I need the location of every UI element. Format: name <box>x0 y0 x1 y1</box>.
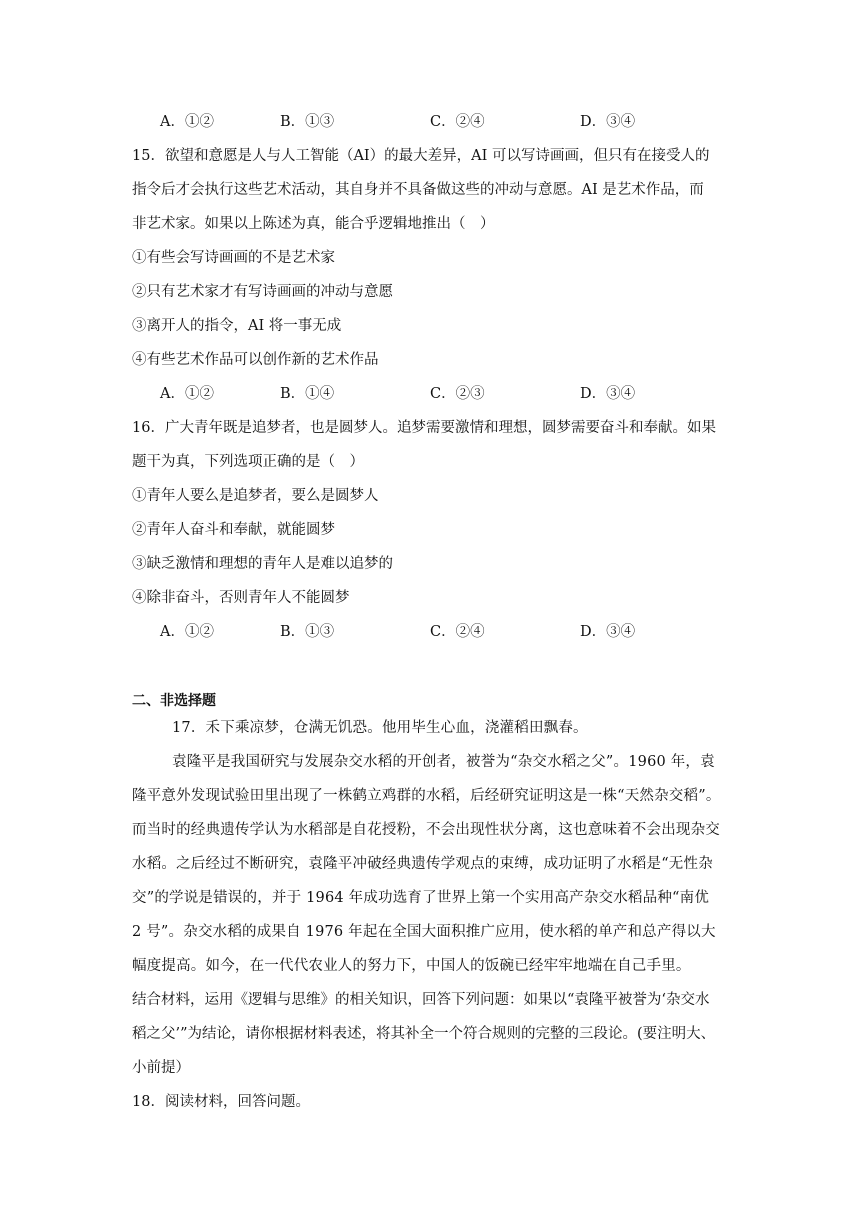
q15-stem-line-2: 指令后才会执行这些艺术活动，其自身并不具备做这些的冲动与意愿。AI 是艺术作品，而 <box>132 182 704 198</box>
q15-option-b[interactable]: B．①④ <box>280 386 335 402</box>
q16-option-a[interactable]: A．①② <box>160 624 214 640</box>
q14-option-b[interactable]: B．①③ <box>280 114 335 130</box>
q15-statement-2: ②只有艺术家才有写诗画画的冲动与意愿 <box>132 284 393 300</box>
q16-statement-1: ①青年人要么是追梦者，要么是圆梦人 <box>132 488 379 504</box>
q17-question-line-3: 小前提） <box>132 1060 190 1076</box>
q17-material-line-5: 交”的学说是错误的，并于 1964 年成功选育了世界上第一个实用高产杂交水稻品种“南优 <box>132 890 710 906</box>
q17-poem: 17．禾下乘凉梦，仓满无饥恐。他用毕生心血，浇灌稻田飘春。 <box>172 720 588 736</box>
q17-material-line-3: 而当时的经典遗传学认为水稻部是自花授粉，不会出现性状分离，这也意味着不会出现杂交 <box>132 822 720 838</box>
q15-option-a[interactable]: A．①② <box>160 386 214 402</box>
q15-option-c[interactable]: C．②③ <box>430 386 485 402</box>
q17-material-line-6: 2 号”。杂交水稻的成果自 1976 年起在全国大面积推广应用，使水稻的单产和总产得以大 <box>132 924 716 940</box>
q16-stem-line-2: 题干为真，下列选项正确的是（ ） <box>132 454 364 470</box>
q15-stem-line-3: 非艺术家。如果以上陈述为真，能合乎逻辑地推出（ ） <box>132 216 495 232</box>
q15-statement-3: ③离开人的指令，AI 将一事无成 <box>132 318 342 334</box>
q17-question-line-1: 结合材料，运用《逻辑与思维》的相关知识，回答下列问题：如果以“袁隆平被誉为‘杂交水 <box>132 992 710 1008</box>
q17-material-line-2: 隆平意外发现试验田里出现了一株鹤立鸡群的水稻，后经研究证明这是一株“天然杂交稻”。 <box>132 788 721 804</box>
q16-option-c[interactable]: C．②④ <box>430 624 485 640</box>
q15-stem-line-1: 15．欲望和意愿是人与人工智能（AI）的最大差异，AI 可以写诗画画，但只有在接受人的 <box>132 148 710 164</box>
q17-question-line-2: 稻之父’”为结论，请你根据材料表述，将其补全一个符合规则的完整的三段论。(要注明大、 <box>132 1026 716 1042</box>
q16-statement-2: ②青年人奋斗和奉献，就能圆梦 <box>132 522 335 538</box>
q15-option-d[interactable]: D．③④ <box>580 386 636 402</box>
q18-stem: 18．阅读材料，回答问题。 <box>132 1094 310 1110</box>
q16-statement-3: ③缺乏激情和理想的青年人是难以追梦的 <box>132 556 393 572</box>
q15-statement-1: ①有些会写诗画画的不是艺术家 <box>132 250 335 266</box>
q16-option-b[interactable]: B．①③ <box>280 624 335 640</box>
q16-stem-line-1: 16．广大青年既是追梦者，也是圆梦人。追梦需要激情和理想，圆梦需要奋斗和奉献。如果 <box>132 420 716 436</box>
q17-material-line-7: 幅度提高。如今，在一代代农业人的努力下，中国人的饭碗已经牢牢地端在自己手里。 <box>132 958 691 974</box>
q14-option-a[interactable]: A．①② <box>160 114 214 130</box>
q14-option-d[interactable]: D．③④ <box>580 114 636 130</box>
section-title: 二、非选择题 <box>132 693 216 709</box>
q16-statement-4: ④除非奋斗，否则青年人不能圆梦 <box>132 590 350 606</box>
q17-material-line-4: 水稻。之后经过不断研究，袁隆平冲破经典遗传学观点的束缚，成功证明了水稻是“无性杂 <box>132 856 713 872</box>
q14-option-c[interactable]: C．②④ <box>430 114 485 130</box>
q15-statement-4: ④有些艺术作品可以创作新的艺术作品 <box>132 352 379 368</box>
q16-option-d[interactable]: D．③④ <box>580 624 636 640</box>
q17-material-line-1: 袁隆平是我国研究与发展杂交水稻的开创者，被誉为“杂交水稻之父”。1960 年，袁 <box>172 754 715 770</box>
